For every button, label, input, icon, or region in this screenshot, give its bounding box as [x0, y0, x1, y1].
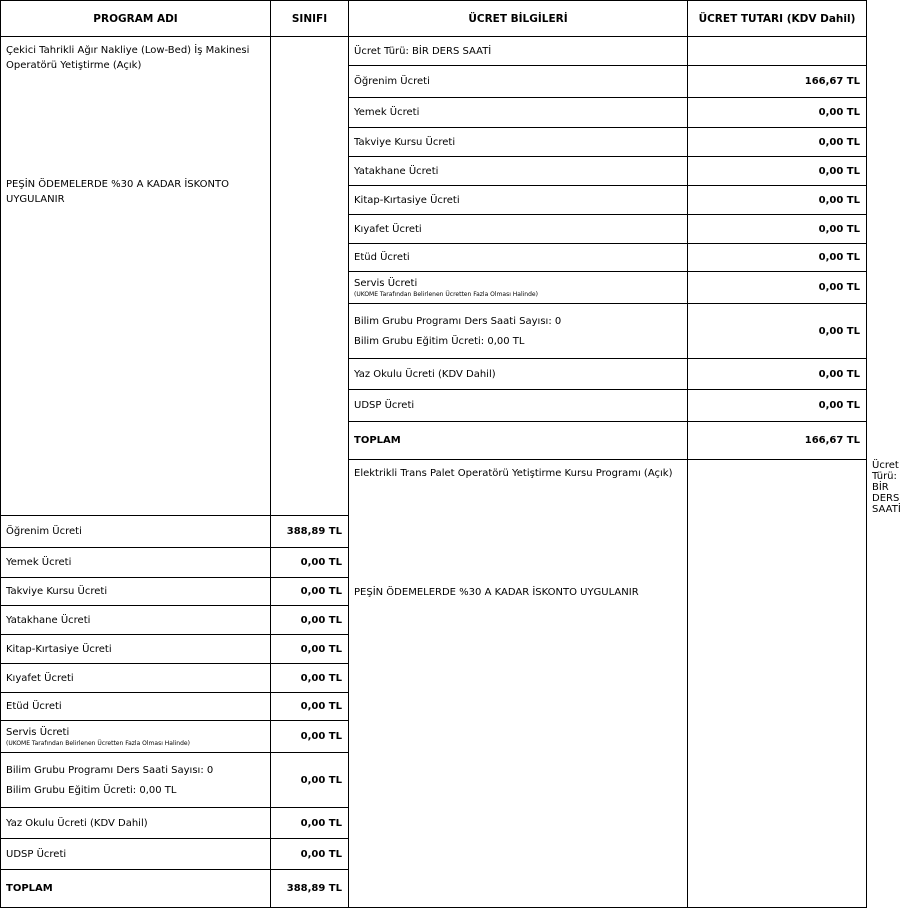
servis-label: Servis Ücreti — [6, 726, 70, 738]
yaz-value: 0,00 TL — [688, 359, 867, 390]
discount-note: PEŞİN ÖDEMELERDE %30 A KADAR İSKONTO UYGULANIR — [6, 179, 229, 205]
servis-label: Servis Ücreti — [354, 277, 418, 289]
takviye-label: Takviye Kursu Ücreti — [349, 128, 688, 157]
header-sinif: SINIFI — [271, 1, 349, 37]
yemek-value: 0,00 TL — [271, 548, 349, 578]
etud-label: Etüd Ücreti — [349, 244, 688, 272]
takviye-value: 0,00 TL — [271, 578, 349, 606]
ogrenim-value: 166,67 TL — [688, 66, 867, 98]
yatakhane-label: Yatakhane Ücreti — [349, 157, 688, 186]
kiyafet-value: 0,00 TL — [271, 664, 349, 693]
yatakhane-value: 0,00 TL — [688, 157, 867, 186]
udsp-label: UDSP Ücreti — [349, 390, 688, 422]
udsp-value: 0,00 TL — [688, 390, 867, 422]
servis-value: 0,00 TL — [688, 272, 867, 304]
yatakhane-label: Yatakhane Ücreti — [1, 606, 271, 635]
yemek-label: Yemek Ücreti — [1, 548, 271, 578]
udsp-value: 0,00 TL — [271, 839, 349, 870]
fee-type-value: BİR DERS SAATİ — [412, 45, 492, 57]
fee-type-value: BİR DERS SAATİ — [872, 482, 901, 515]
bilim-cell — [1, 753, 271, 808]
program-name: Çekici Tahrikli Ağır Nakliye (Low-Bed) İş Makinesi Operatörü Yetiştirme (Açık) — [6, 45, 250, 71]
takviye-label: Takviye Kursu Ücreti — [1, 578, 271, 606]
kitap-value: 0,00 TL — [271, 635, 349, 664]
bilim-value: 0,00 TL — [271, 753, 349, 808]
yatakhane-value: 0,00 TL — [271, 606, 349, 635]
program-cell — [349, 460, 688, 908]
kitap-label: Kitap-Kırtasiye Ücreti — [349, 186, 688, 215]
bilim-line2: Bilim Grubu Eğitim Ücreti: 0,00 TL — [354, 335, 525, 347]
table-header-row — [1, 1, 867, 37]
fee-type-label: Ücret Türü: — [872, 460, 899, 482]
toplam-value: 388,89 TL — [271, 870, 349, 908]
header-ucret-bilgileri: ÜCRET BİLGİLERİ — [349, 1, 688, 37]
etud-value: 0,00 TL — [271, 693, 349, 721]
yaz-label: Yaz Okulu Ücreti (KDV Dahil) — [1, 808, 271, 839]
discount-note: PEŞİN ÖDEMELERDE %30 A KADAR İSKONTO UYGULANIR — [354, 587, 639, 598]
udsp-label: UDSP Ücreti — [1, 839, 271, 870]
yaz-label: Yaz Okulu Ücreti (KDV Dahil) — [349, 359, 688, 390]
kitap-label: Kitap-Kırtasiye Ücreti — [1, 635, 271, 664]
kiyafet-value: 0,00 TL — [688, 215, 867, 244]
etud-value: 0,00 TL — [688, 244, 867, 272]
toplam-label: TOPLAM — [349, 422, 688, 460]
ogrenim-value: 388,89 TL — [271, 516, 349, 548]
yemek-value: 0,00 TL — [688, 98, 867, 128]
servis-note: (UKOME Tarafından Belirlenen Ücretten Fazla Olması Halinde) — [6, 739, 190, 747]
etud-label: Etüd Ücreti — [1, 693, 271, 721]
bilim-line1: Bilim Grubu Programı Ders Saati Sayısı: 0 — [6, 764, 214, 776]
fee-type-cell — [349, 37, 688, 66]
servis-cell — [349, 272, 688, 304]
header-program: PROGRAM ADI — [1, 1, 271, 37]
table-row — [1, 37, 867, 66]
toplam-value: 166,67 TL — [688, 422, 867, 460]
sinif-cell — [271, 37, 349, 516]
kitap-value: 0,00 TL — [688, 186, 867, 215]
yemek-label: Yemek Ücreti — [349, 98, 688, 128]
yaz-value: 0,00 TL — [271, 808, 349, 839]
fee-type-label: Ücret Türü: — [354, 45, 409, 57]
sinif-cell — [688, 460, 867, 908]
program-name: Elektrikli Trans Palet Operatörü Yetiştirme Kursu Programı (Açık) — [354, 468, 673, 479]
toplam-label: TOPLAM — [1, 870, 271, 908]
bilim-line1: Bilim Grubu Programı Ders Saati Sayısı: 0 — [354, 315, 562, 327]
servis-value: 0,00 TL — [271, 721, 349, 753]
ogrenim-label: Öğrenim Ücreti — [1, 516, 271, 548]
kiyafet-label: Kıyafet Ücreti — [1, 664, 271, 693]
takviye-value: 0,00 TL — [688, 128, 867, 157]
bilim-value: 0,00 TL — [688, 304, 867, 359]
program-cell — [1, 37, 271, 516]
header-ucret-tutari: ÜCRET TUTARI (KDV Dahil) — [688, 1, 867, 37]
kiyafet-label: Kıyafet Ücreti — [349, 215, 688, 244]
fee-type-amount — [688, 37, 867, 66]
bilim-cell — [349, 304, 688, 359]
ogrenim-label: Öğrenim Ücreti — [349, 66, 688, 98]
bilim-line2: Bilim Grubu Eğitim Ücreti: 0,00 TL — [6, 784, 177, 796]
servis-note: (UKOME Tarafından Belirlenen Ücretten Fazla Olması Halinde) — [354, 290, 538, 298]
servis-cell — [1, 721, 271, 753]
